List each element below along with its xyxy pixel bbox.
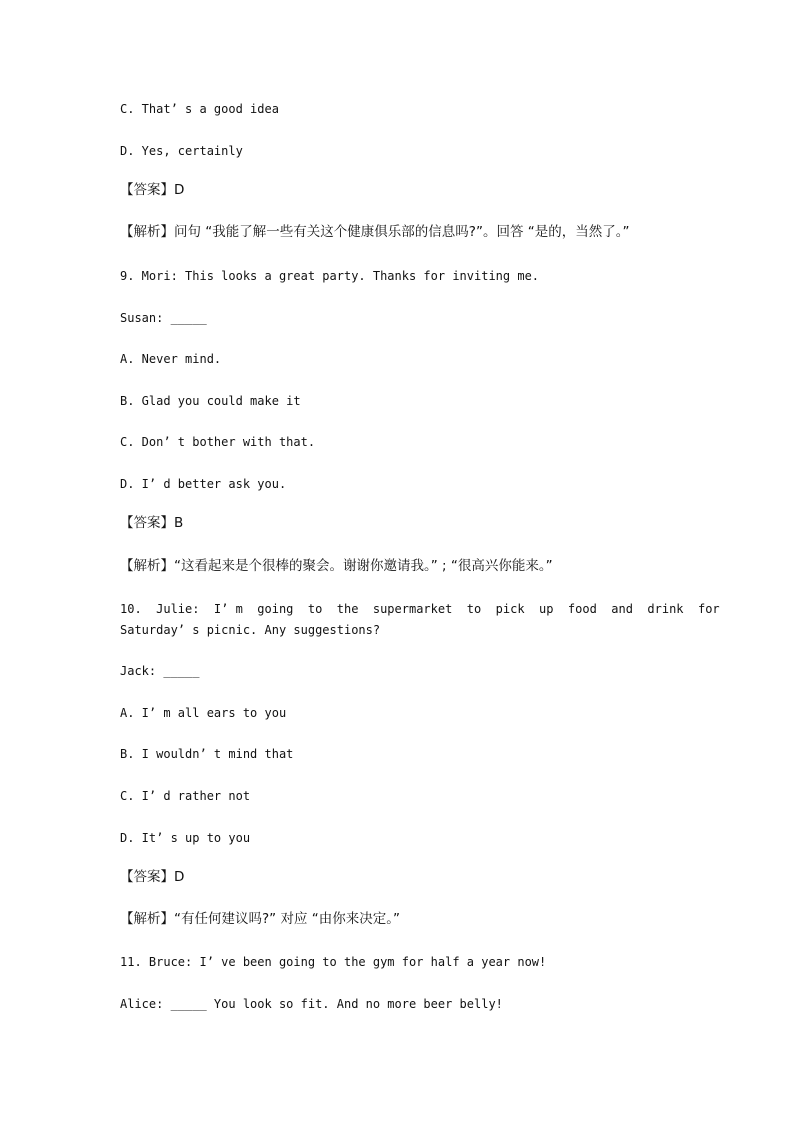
- question-10-continuation: Saturday’ s picnic. Any suggestions?: [120, 623, 381, 637]
- answer-line: 【答案】B: [120, 515, 184, 531]
- answer-line: 【答案】D: [120, 869, 185, 885]
- question-9-line: 9. Mori: This looks a great party. Thanks for inviting me.: [120, 269, 540, 283]
- option-a-line: A. Never mind.: [120, 352, 222, 366]
- response-line: Susan: _____: [120, 311, 207, 325]
- response-line: Jack: _____: [120, 664, 200, 678]
- question-10-line: 10. Julie: I’ m going to the supermarket to pick up food and drink for: [120, 602, 720, 616]
- option-b-line: B. Glad you could make it: [120, 394, 301, 408]
- option-c-line: C. I’ d rather not: [120, 789, 251, 803]
- question-11-line: 11. Bruce: I’ ve been going to the gym for half a year now!: [120, 955, 547, 969]
- explanation-line: 【解析】“有任何建议吗?” 对应 “由你来决定。”: [120, 911, 400, 927]
- option-a-line: A. I’ m all ears to you: [120, 706, 287, 720]
- option-c-line: C. That’ s a good idea: [120, 102, 279, 116]
- option-c-line: C. Don’ t bother with that.: [120, 435, 316, 449]
- response-line: Alice: _____ You look so fit. And no more beer belly!: [120, 997, 503, 1011]
- explanation-line: 【解析】问句 “我能了解一些有关这个健康俱乐部的信息吗?”。回答 “是的，当然了。”: [120, 224, 630, 240]
- option-d-line: D. It’ s up to you: [120, 831, 251, 845]
- explanation-line: 【解析】“这看起来是个很棒的聚会。谢谢你邀请我。” ; “很高兴你能来。”: [120, 558, 553, 574]
- answer-line: 【答案】D: [120, 182, 185, 198]
- option-d-line: D. Yes, certainly: [120, 144, 243, 158]
- option-b-line: B. I wouldn’ t mind that: [120, 747, 294, 761]
- option-d-line: D. I’ d better ask you.: [120, 477, 287, 491]
